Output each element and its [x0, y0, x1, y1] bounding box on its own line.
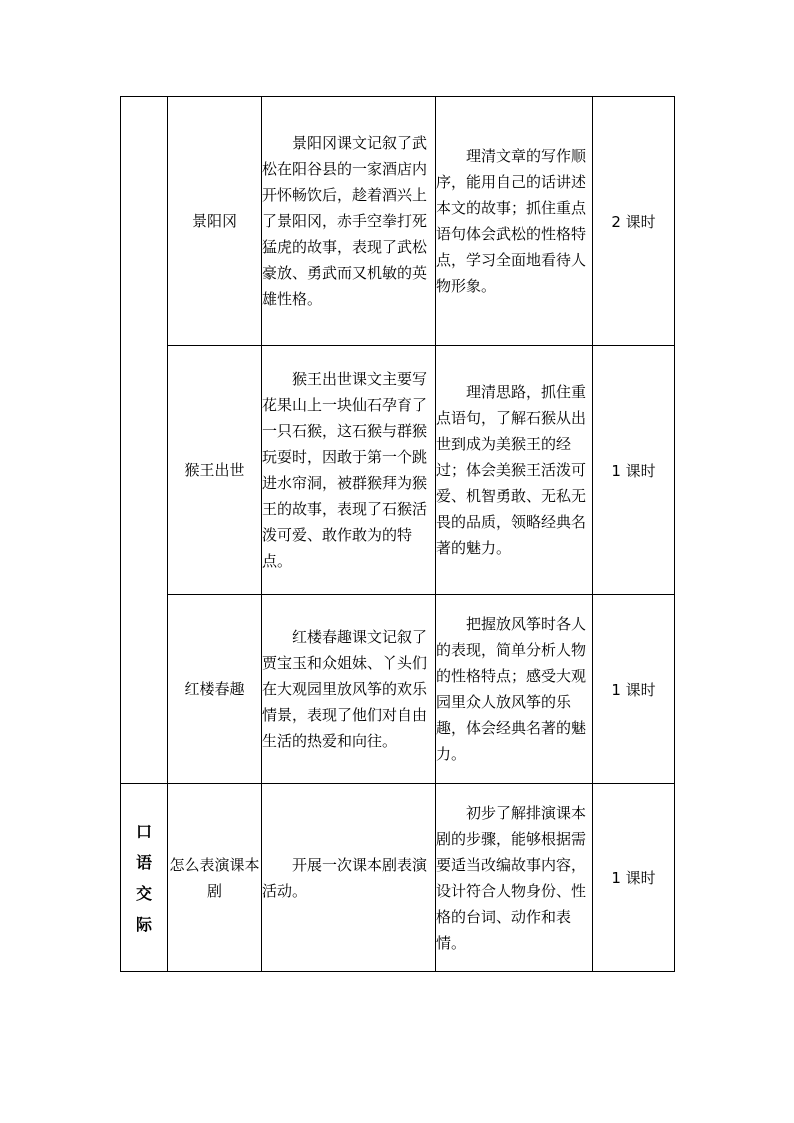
lesson-title: 红楼春趣 [168, 595, 262, 784]
lesson-goal: 初步了解排演课本剧的步骤，能够根据需要适当改编故事内容，设计符合人物身份、性格的台词、动作和表情。 [436, 784, 593, 972]
lesson-content: 红楼春趣课文记叙了贾宝玉和众姐妹、丫头们在大观园里放风筝的欢乐情景，表现了他们对自由生活的热爱和向往。 [262, 595, 436, 784]
lesson-title: 景阳冈 [168, 97, 262, 346]
lesson-hours: 2 课时 [593, 97, 675, 346]
table-row [121, 346, 675, 595]
category-cell [121, 784, 168, 972]
lesson-goal: 理清思路，抓住重点语句，了解石猴从出世到成为美猴王的经过；体会美猴王活泼可爱、机智勇敢、无私无畏的品质，领略经典名著的魅力。 [436, 346, 593, 595]
table-row [121, 595, 675, 784]
table-row [121, 97, 675, 346]
lesson-hours: 1 课时 [593, 784, 675, 972]
lesson-hours: 1 课时 [593, 595, 675, 784]
lesson-title: 猴王出世 [168, 346, 262, 595]
lesson-hours: 1 课时 [593, 346, 675, 595]
category-char: 际 [135, 914, 152, 934]
table-row [121, 784, 675, 972]
category-char: 口 [135, 821, 152, 841]
lesson-plan-table [120, 96, 675, 972]
category-cell-empty [121, 97, 168, 784]
lesson-title: 怎么表演课本剧 [168, 784, 262, 972]
lesson-content: 开展一次课本剧表演活动。 [262, 784, 436, 972]
category-char: 语 [135, 852, 152, 872]
lesson-content: 猴王出世课文主要写花果山上一块仙石孕育了一只石猴，这石猴与群猴玩耍时，因敢于第一个跳进水帘洞，被群猴拜为猴王的故事，表现了石猴活泼可爱、敢作敢为的特点。 [262, 346, 436, 595]
category-char: 交 [135, 883, 152, 903]
lesson-content: 景阳冈课文记叙了武松在阳谷县的一家酒店内开怀畅饮后，趁着酒兴上了景阳冈，赤手空拳打死猛虎的故事，表现了武松豪放、勇武而又机敏的英雄性格。 [262, 97, 436, 346]
lesson-goal: 把握放风筝时各人的表现，简单分析人物的性格特点；感受大观园里众人放风筝的乐趣，体会经典名著的魅力。 [436, 595, 593, 784]
lesson-goal: 理清文章的写作顺序，能用自己的话讲述本文的故事；抓住重点语句体会武松的性格特点，学习全面地看待人物形象。 [436, 97, 593, 346]
